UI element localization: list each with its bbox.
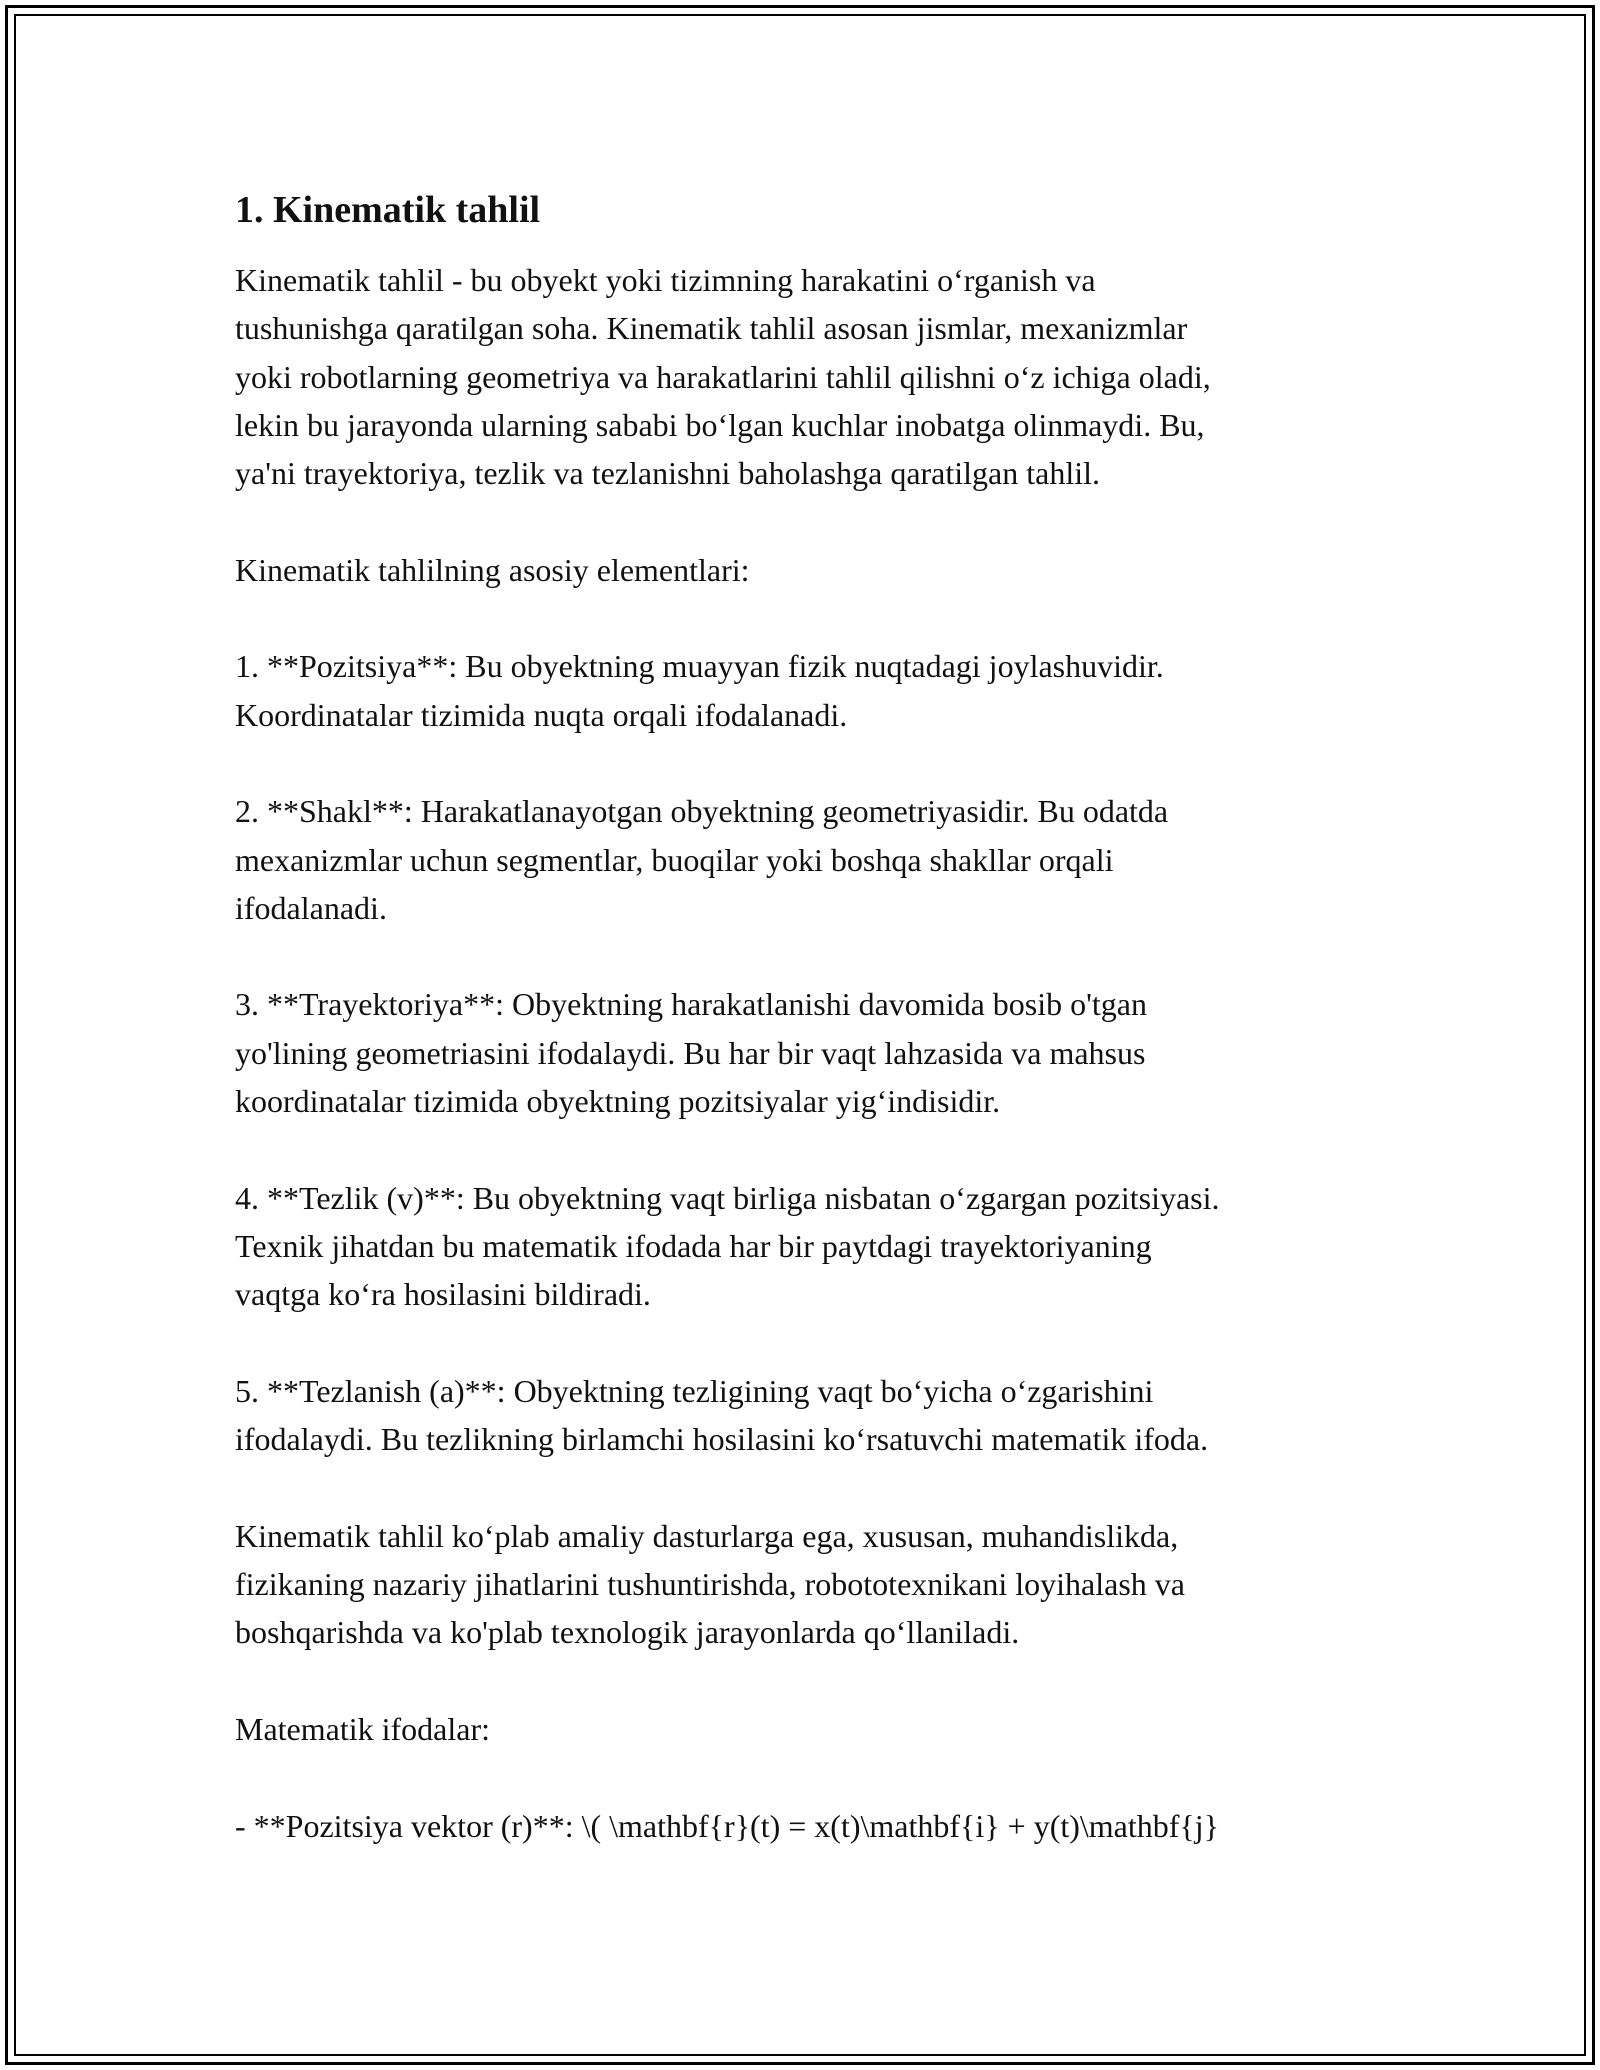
intro-paragraph	[235, 256, 1385, 497]
text-line: fizikaning nazariy jihatlarini tushuntirishda, robototexnikani loyihalash va	[235, 1566, 1185, 1603]
item-shape-paragraph	[235, 787, 1385, 932]
item-position-paragraph	[235, 642, 1385, 739]
text-line: Texnik jihatdan bu matematik ifodada har bir paytdagi trayektoriyaning	[235, 1227, 1152, 1264]
text-line: 2. **Shakl**: Harakatlanayotgan obyektning geometriyasidir. Bu odatda	[235, 793, 1169, 830]
text-line: 1. **Pozitsiya**: Bu obyektning muayyan fizik nuqtadagi joylashuvidir.	[235, 648, 1164, 685]
position-vector-formula	[235, 1802, 1385, 1850]
text-line: ya'ni trayektoriya, tezlik va tezlanishni baholashga qaratilgan tahlil.	[235, 455, 1101, 492]
text-line: 5. **Tezlanish (a)**: Obyektning tezligining vaqt bo‘yicha o‘zgarishini	[235, 1372, 1154, 1409]
item-velocity-paragraph	[235, 1174, 1385, 1319]
section-heading: 1. Kinematik tahlil	[235, 189, 541, 231]
text-line: koordinatalar tizimida obyektning pozitsiyalar yig‘indisidir.	[235, 1083, 1001, 1120]
text-line: 4. **Tezlik (v)**: Bu obyektning vaqt birliga nisbatan o‘zgargan pozitsiyasi.	[235, 1179, 1220, 1216]
applications-paragraph	[235, 1512, 1385, 1657]
text-line: yoki robotlarning geometriya va harakatlarini tahlil qilishni o‘z ichiga oladi,	[235, 358, 1211, 395]
text-line: Kinematik tahlilning asosiy elementlari:	[235, 551, 750, 588]
text-line: Kinematik tahlil ko‘plab amaliy dasturlarga ega, xususan, muhandislikda,	[235, 1517, 1179, 1554]
math-expressions-label	[235, 1705, 1385, 1753]
document-body	[235, 186, 1385, 1898]
elements-intro-paragraph	[235, 546, 1385, 594]
text-line: - **Pozitsiya vektor (r)**: \( \mathbf{r}(t) = x(t)\mathbf{i} + y(t)\mathbf{j}	[235, 1807, 1220, 1844]
text-line: lekin bu jarayonda ularning sababi bo‘lgan kuchlar inobatga olinmaydi. Bu,	[235, 406, 1205, 443]
item-trajectory-paragraph	[235, 980, 1385, 1125]
text-line: Matematik ifodalar:	[235, 1710, 491, 1747]
text-line: tushunishga qaratilgan soha. Kinematik tahlil asosan jismlar, mexanizmlar	[235, 310, 1188, 347]
text-line: ifodalanadi.	[235, 889, 387, 926]
text-line: boshqarishda va ko'plab texnologik jarayonlarda qo‘llaniladi.	[235, 1614, 1020, 1651]
text-line: 3. **Trayektoriya**: Obyektning harakatlanishi davomida bosib o'tgan	[235, 986, 1147, 1023]
text-line: yo'lining geometriasini ifodalaydi. Bu har bir vaqt lahzasida va mahsus	[235, 1034, 1146, 1071]
text-line: vaqtga ko‘ra hosilasini bildiradi.	[235, 1276, 651, 1313]
item-acceleration-paragraph	[235, 1367, 1385, 1464]
text-line: mexanizmlar uchun segmentlar, buoqilar yoki boshqa shakllar orqali	[235, 841, 1114, 878]
text-line: Koordinatalar tizimida nuqta orqali ifodalanadi.	[235, 696, 848, 733]
text-line: ifodalaydi. Bu tezlikning birlamchi hosilasini ko‘rsatuvchi matematik ifoda.	[235, 1421, 1209, 1458]
text-line: Kinematik tahlil - bu obyekt yoki tizimning harakatini o‘rganish va	[235, 262, 1096, 298]
